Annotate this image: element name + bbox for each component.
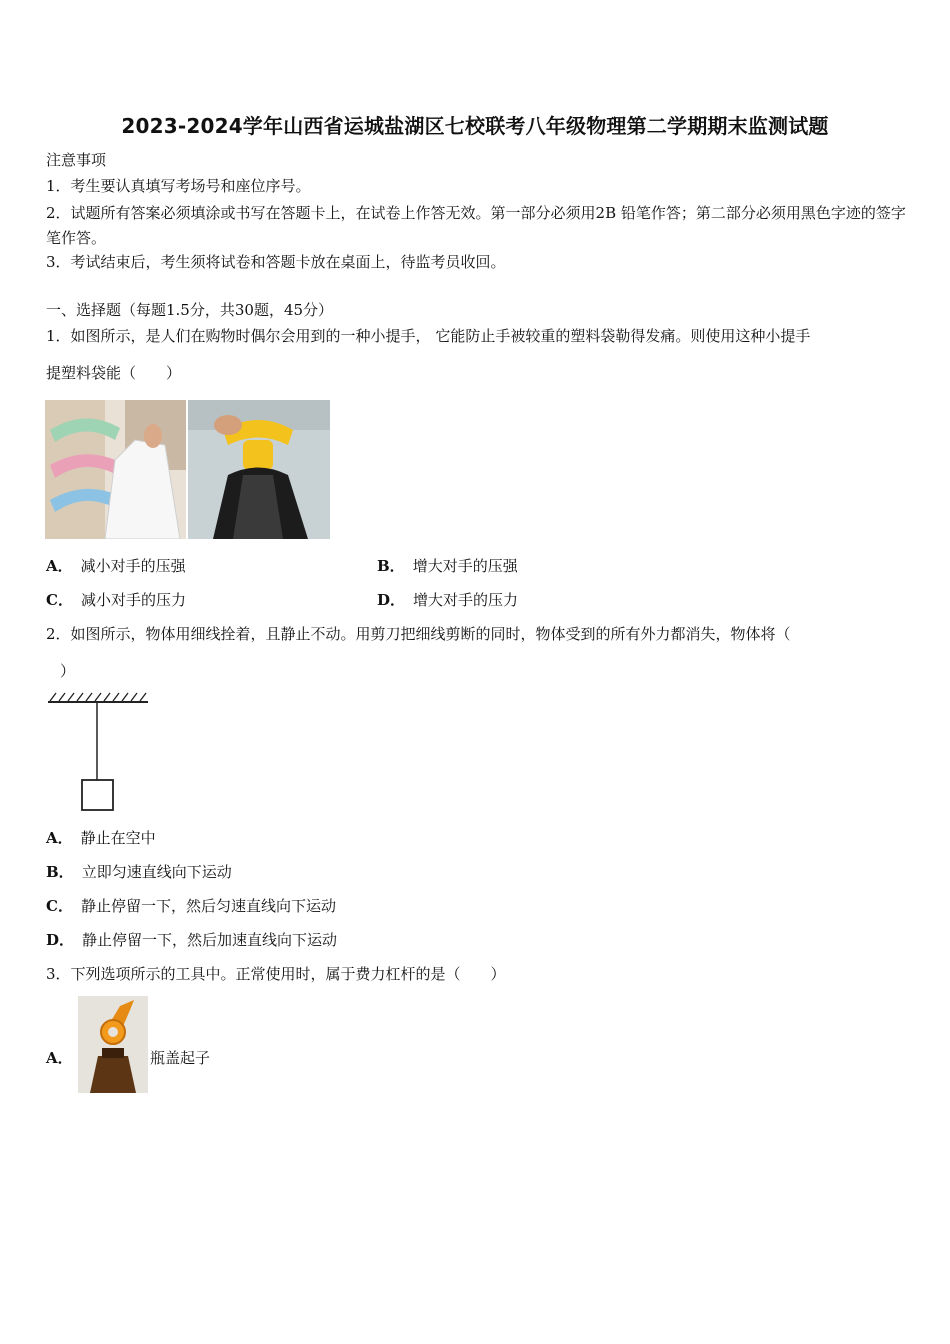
q1-option-d-letter: D． [377,591,406,609]
q3-option-a-text: 瓶盖起子 [150,1049,211,1067]
q2-option-b-text: 立即匀速直线向下运动 [81,863,232,881]
q1-option-b-letter: B． [377,557,405,575]
q2-option-b-letter: B． [46,863,74,881]
q2-hanging-block-diagram [45,690,155,815]
q2-option-c[interactable] [46,896,336,916]
q1-option-b[interactable] [377,556,518,576]
q1-photo-handles [45,400,186,539]
notice-item-3: 3．考试结束后，考生须将试卷和答题卡放在桌面上，待监考员收回。 [46,253,506,271]
q1-stem-line2: 提塑料袋能（ ） [46,364,182,382]
q1-option-a-letter: A． [46,557,73,575]
section-heading: 一、选择题（每题1.5分，共30题，45分） [46,301,334,319]
q2-option-c-letter: C． [46,897,73,915]
q1-option-d-text: 增大对手的压力 [413,591,519,609]
q1-option-c-text: 减小对手的压力 [80,591,186,609]
q1-photo-bag [188,400,330,539]
notice-item-1: 1．考生要认真填写考场号和座位序号。 [46,177,311,195]
q1-option-a-text: 减小对手的压强 [80,557,186,575]
q3-option-a-letter: A． [46,1049,73,1067]
q3-bottle-opener-photo [78,996,148,1093]
q2-option-d[interactable] [46,930,337,950]
q3-option-a[interactable] [46,1048,81,1068]
q2-option-d-letter: D． [46,931,75,949]
q2-stem-line1: 2．如图所示，物体用细线拴着，且静止不动。用剪刀把细线剪断的同时，物体受到的所有外力都消失，物体将（ [46,625,791,643]
q2-option-c-text: 静止停留一下，然后匀速直线向下运动 [80,897,336,915]
q1-option-b-text: 增大对手的压强 [412,557,518,575]
q1-option-d[interactable] [377,590,518,610]
q1-stem-line1: 1．如图所示，是人们在购物时偶尔会用到的一种小提手， 它能防止手被较重的塑料袋勒得发痛。则使用这种小提手 [46,327,811,345]
notice-heading: 注意事项 [46,151,107,169]
q2-option-a-letter: A． [46,829,73,847]
q3-stem: 3．下列选项所示的工具中。正常使用时，属于费力杠杆的是（ ） [46,965,506,983]
notice-item-2: 2．试题所有答案必须填涂或书写在答题卡上，在试卷上作答无效。第一部分必须用2B 铅笔作答；第二部分必须用黑色字迹的签字笔作答。 [46,204,906,247]
q2-option-d-text: 静止停留一下，然后加速直线向下运动 [82,931,338,949]
q1-option-c[interactable] [46,590,186,610]
q1-option-a[interactable] [46,556,186,576]
q1-option-c-letter: C． [46,591,73,609]
q2-option-a[interactable] [46,828,156,848]
q2-option-a-text: 静止在空中 [80,829,156,847]
q2-option-b[interactable] [46,862,232,882]
page-title: 2023-2024学年山西省运城盐湖区七校联考八年级物理第二学期期末监测试题 [121,114,829,138]
q2-stem-line2: ） [60,662,76,680]
